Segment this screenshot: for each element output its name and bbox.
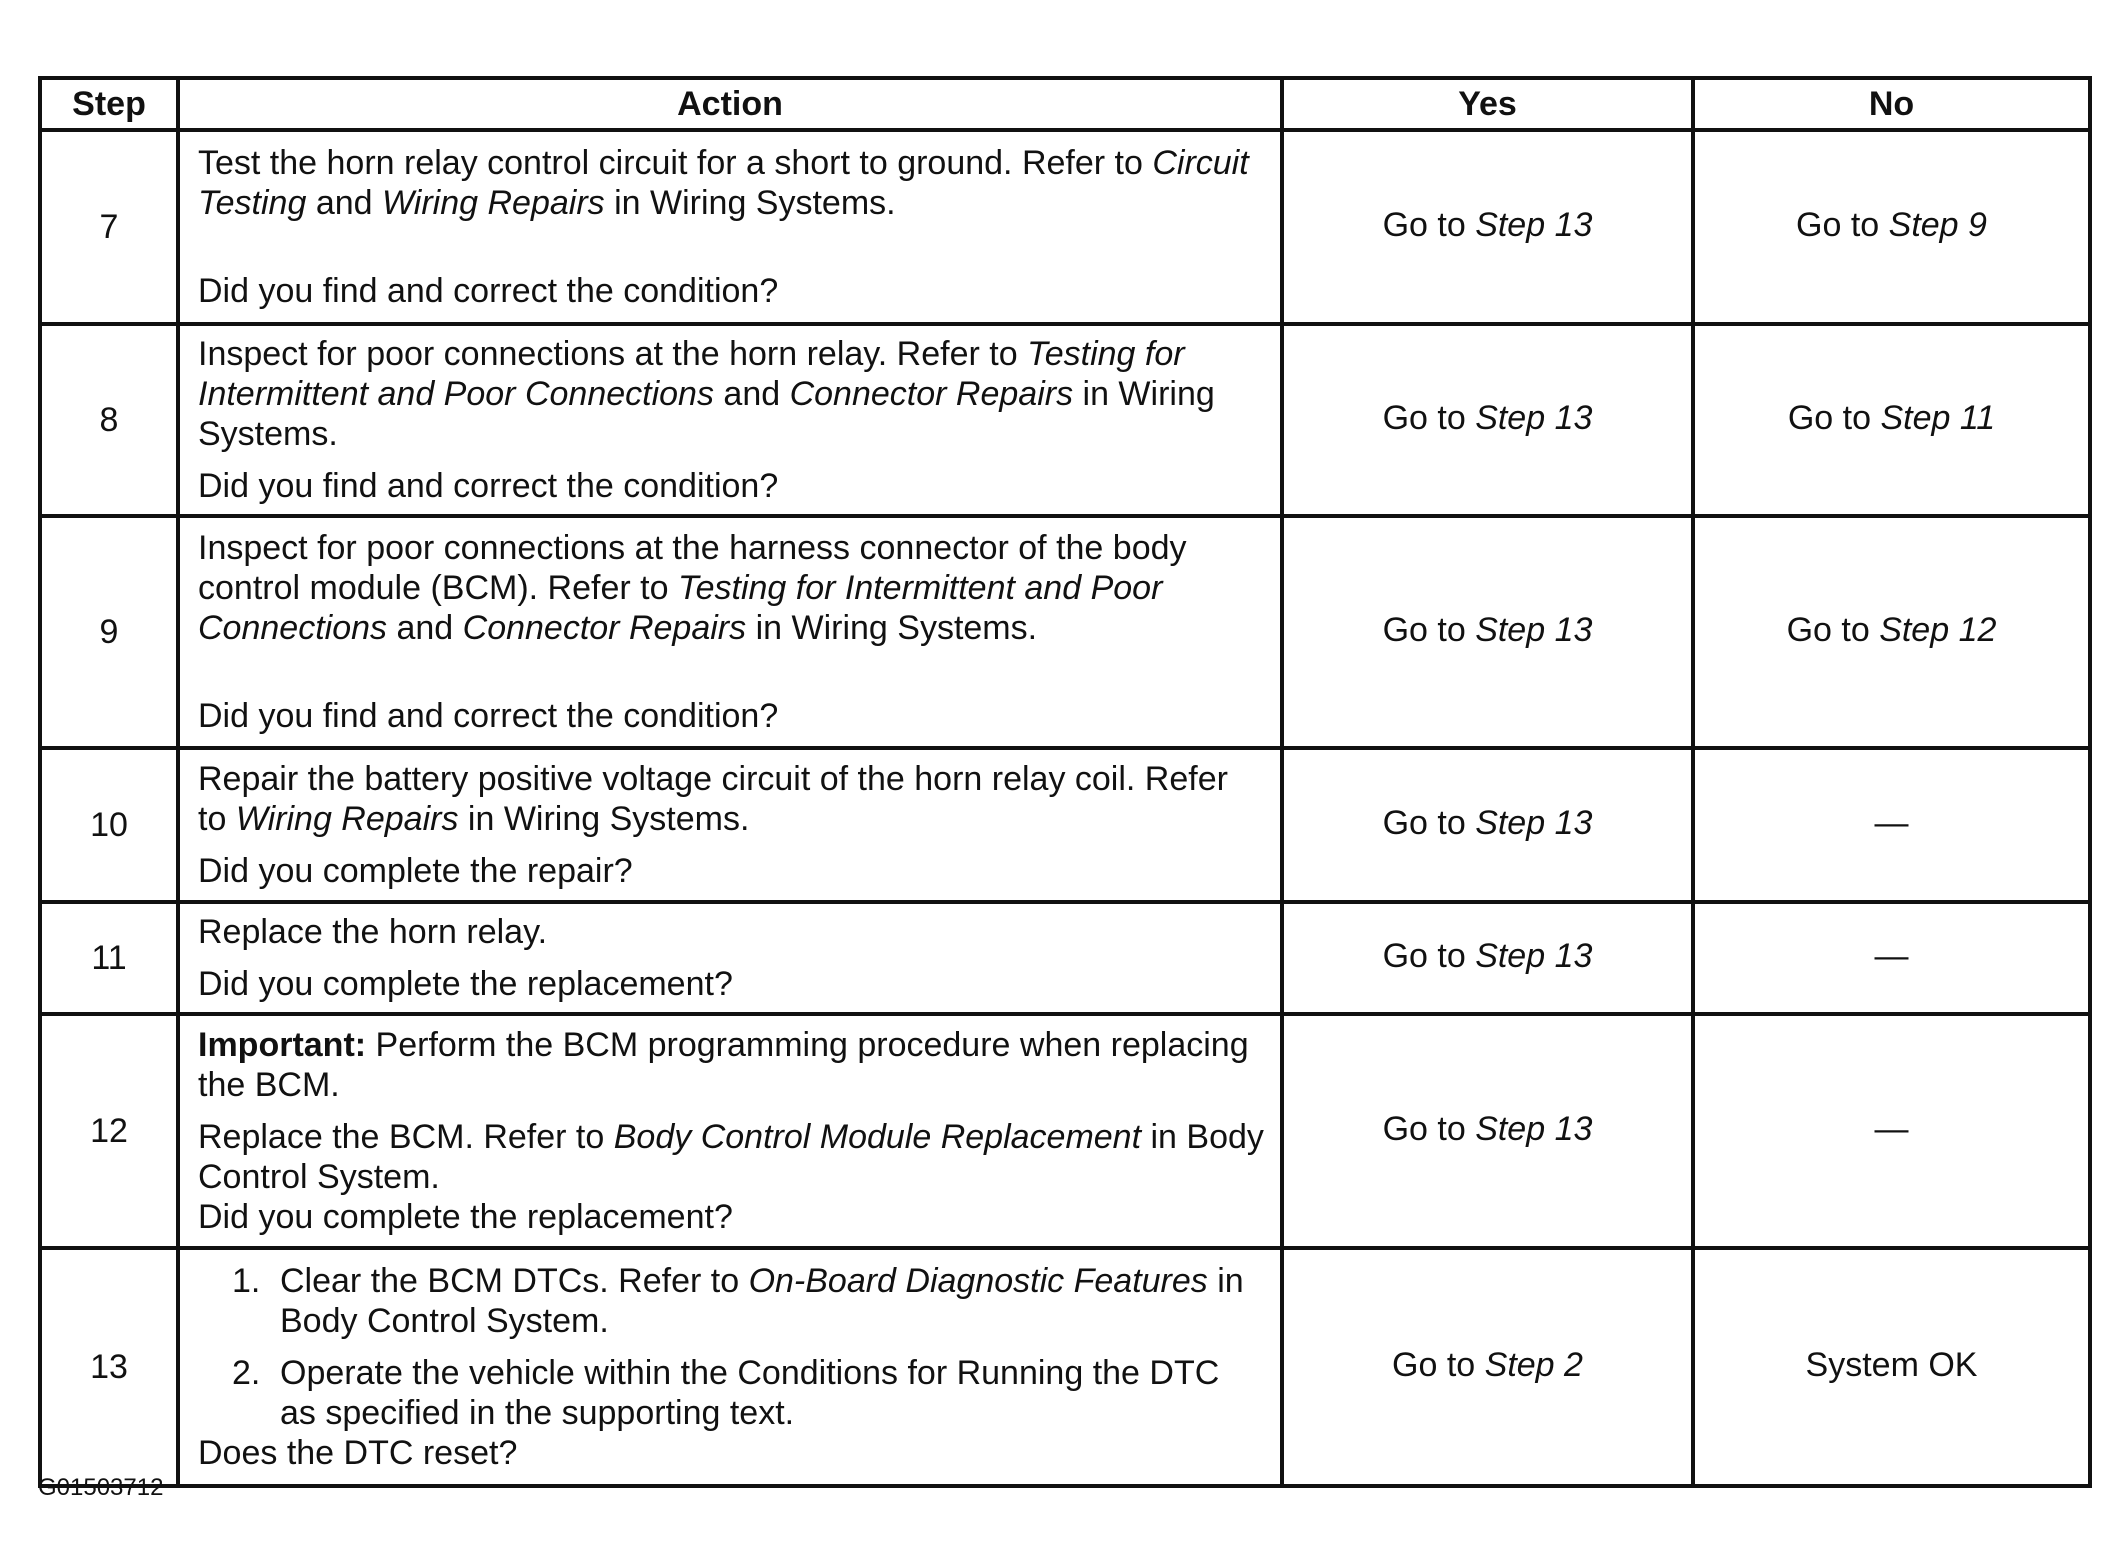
header-action: Action [178, 78, 1282, 130]
step-reference: Step 13 [1475, 937, 1593, 975]
table-row [40, 748, 2090, 902]
step-reference: Step 11 [1880, 399, 1996, 437]
reference-link: Connector Repairs [462, 609, 747, 647]
reference-link: Circuit Testing [198, 144, 1249, 222]
action-question: Did you complete the replacement? [198, 965, 733, 1003]
yes-cell: Go to Step 13 [1282, 748, 1693, 902]
no-cell: — [1693, 1014, 2090, 1248]
step-number: 13 [40, 1248, 178, 1486]
action-question: Did you complete the replacement? [198, 1198, 733, 1236]
action-cell [178, 1014, 1282, 1248]
action-question: Did you find and correct the condition? [198, 272, 779, 310]
no-cell: — [1693, 748, 2090, 902]
header-step: Step [40, 78, 178, 130]
action-instruction: Repair the battery positive voltage circuit of the horn relay coil. Refer to Wiring Repairs in Wiring Systems. [198, 760, 1228, 838]
action-question: Did you find and correct the condition? [198, 467, 779, 505]
step-reference: Step 13 [1475, 399, 1593, 437]
no-cell: Go to Step 9 [1693, 130, 2090, 324]
step-reference: Step 12 [1879, 611, 1997, 649]
list-text: Clear the BCM DTCs. Refer to On-Board Diagnostic Features in Body Control System. [280, 1262, 1244, 1340]
action-question: Did you find and correct the condition? [198, 697, 779, 735]
step-number: 10 [40, 748, 178, 902]
action-question: Did you complete the repair? [198, 852, 633, 890]
action-instruction: Replace the BCM. Refer to Body Control Module Replacement in Body Control System. [198, 1118, 1264, 1196]
reference-link: Connector Repairs [789, 375, 1074, 413]
important-note: Important: Perform the BCM programming procedure when replacing the BCM. [198, 1026, 1249, 1104]
important-label: Important: [198, 1026, 367, 1064]
action-cell [178, 902, 1282, 1014]
yes-cell: Go to Step 2 [1282, 1248, 1693, 1486]
step-number: 8 [40, 324, 178, 516]
no-cell: Go to Step 11 [1693, 324, 2090, 516]
header-no: No [1693, 78, 2090, 130]
table-row [40, 324, 2090, 516]
action-cell [178, 748, 1282, 902]
table-row [40, 130, 2090, 324]
reference-link: On-Board Diagnostic Features [748, 1262, 1208, 1300]
step-reference: Step 2 [1484, 1346, 1583, 1384]
action-cell [178, 1248, 1282, 1486]
step-number: 11 [40, 902, 178, 1014]
action-cell [178, 324, 1282, 516]
header-yes: Yes [1282, 78, 1693, 130]
action-instruction: Inspect for poor connections at the horn relay. Refer to Testing for Intermittent and Poor Connections and Connector Repairs in Wiring Systems. [198, 335, 1215, 453]
reference-link: Body Control Module Replacement [613, 1118, 1142, 1156]
no-cell: — [1693, 902, 2090, 1014]
action-question: Does the DTC reset? [198, 1434, 518, 1472]
diagnostic-table-container [38, 76, 2088, 1488]
yes-cell: Go to Step 13 [1282, 902, 1693, 1014]
step-reference: Step 13 [1475, 804, 1593, 842]
reference-link: Testing for Intermittent and Poor Connections [198, 335, 1185, 413]
table-row [40, 1014, 2090, 1248]
step-number: 12 [40, 1014, 178, 1248]
yes-cell: Go to Step 13 [1282, 130, 1693, 324]
table-row [40, 1248, 2090, 1486]
yes-cell: Go to Step 13 [1282, 516, 1693, 748]
list-number: 2. [232, 1354, 261, 1392]
yes-cell: Go to Step 13 [1282, 1014, 1693, 1248]
no-cell: System OK [1693, 1248, 2090, 1486]
list-item [232, 1353, 1264, 1433]
action-instruction: Replace the horn relay. [198, 913, 548, 951]
yes-cell: Go to Step 13 [1282, 324, 1693, 516]
no-cell: Go to Step 12 [1693, 516, 2090, 748]
action-cell [178, 130, 1282, 324]
action-instruction: Test the horn relay control circuit for a short to ground. Refer to Circuit Testing and Wiring Repairs in Wiring Systems. [198, 144, 1249, 222]
list-text: Operate the vehicle within the Conditions for Running the DTC as specified in the supporting text. [280, 1354, 1220, 1432]
figure-id: G01503712 [38, 1474, 164, 1501]
header-row [40, 78, 2090, 130]
diagnostic-table [38, 76, 2092, 1488]
step-reference: Step 9 [1888, 206, 1987, 244]
table-row [40, 516, 2090, 748]
reference-link: Testing for Intermittent and Poor Connections [198, 569, 1163, 647]
step-reference: Step 13 [1475, 611, 1593, 649]
step-reference: Step 13 [1475, 1110, 1593, 1148]
reference-link: Wiring Repairs [235, 800, 459, 838]
action-instruction: Inspect for poor connections at the harness connector of the body control module (BCM). Refer to Testing for Intermittent and Poor Connections and Connector Repairs in Wiring Systems. [198, 529, 1187, 647]
list-item [232, 1261, 1264, 1341]
table-row [40, 902, 2090, 1014]
reference-link: Wiring Repairs [382, 184, 605, 222]
step-number: 7 [40, 130, 178, 324]
step-reference: Step 13 [1475, 206, 1593, 244]
action-cell [178, 516, 1282, 748]
list-number: 1. [232, 1262, 261, 1300]
step-number: 9 [40, 516, 178, 748]
